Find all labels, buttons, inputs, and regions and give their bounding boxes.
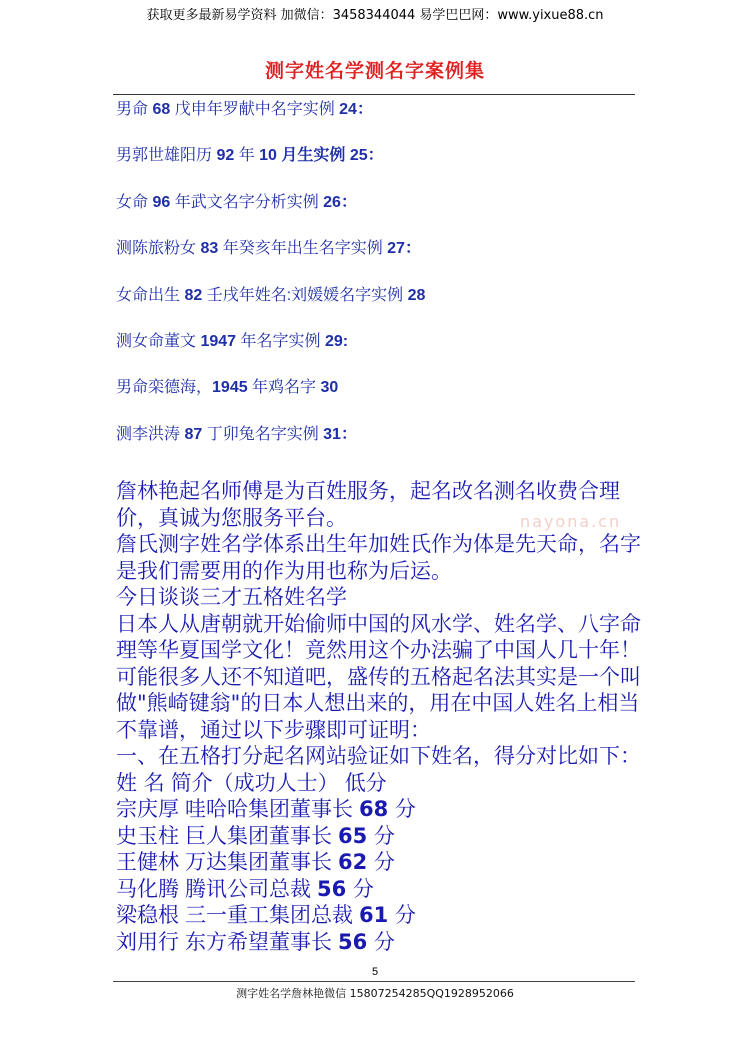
case-index-item: 男命 68 戊申年罗献中名字实例 24： (116, 101, 373, 118)
case-index-item: 测李洪涛 87 丁卯兔名字实例 31： (116, 425, 357, 443)
case-index-item: 女命出生 82 壬戌年姓名:刘媛媛名字实例 28 (116, 286, 426, 304)
score-row: 梁稳根 三一重工集团总裁 61 分 (116, 903, 416, 927)
case-index-item: 测女命董文 1947 年名字实例 29: (116, 332, 349, 350)
footer-contact: 测字姓名学詹林艳微信 15807254285QQ1928952066 (236, 987, 514, 1000)
score-list-header: 姓 名 简介（成功人士） 低分 (116, 770, 387, 795)
case-index-item: 女命 96 年武文名字分析实例 26： (116, 193, 357, 211)
argument-paragraph: 日本人从唐朝就开始偷师中国的风水学、姓名学、八字命理等华夏国学文化！竟然用这个办法骗了中国人几十年！可能很多人还不知道吧，盛传的五格起名法其实是一个叫做"熊崎键翁"的日本人想出来的，用在中国人姓名上相当不靠谱，通过以下步骤即可证明： (116, 611, 641, 742)
case-index-item: 测陈旅粉女 83 年癸亥年出生名字实例 27： (116, 240, 421, 258)
score-row: 史玉柱 巨人集团董事长 65 分 (116, 823, 395, 848)
case-index-list (116, 98, 646, 469)
score-row: 王健林 万达集团董事长 62 分 (116, 850, 395, 874)
score-row: 宗庆厚 哇哈哈集团董事长 68 分 (116, 797, 416, 821)
topic-heading: 今日谈谈三才五格姓名学 (116, 585, 347, 609)
article-body (116, 478, 646, 955)
footer-divider (113, 981, 635, 982)
score-row: 刘用行 东方希望董事长 56 分 (116, 929, 395, 954)
watermark: nayona.cn (520, 512, 622, 531)
case-index-item: 男命栾德海，1945 年鸡名字 30 (116, 379, 339, 397)
page-number: 5 (371, 966, 379, 978)
score-row: 马化腾 腾讯公司总裁 56 分 (116, 876, 374, 901)
title-divider (113, 94, 635, 95)
document-title: 测字姓名学测名字案例集 (264, 60, 485, 82)
system-paragraph: 詹氏测字姓名学体系出生年加姓氏作为体是先天命，名字是我们需要用的作为用也称为后运。 (116, 532, 641, 583)
step-one-heading: 一、在五格打分起名网站验证如下姓名，得分对比如下： (116, 744, 641, 768)
intro-paragraph: 詹林艳起名师傅是为百姓服务，起名改名测名收费合理价，真诚为您服务平台。 (116, 479, 620, 530)
top-banner: 获取更多最新易学资料 加微信：3458344044 易学巴巴网：www.yixue88.cn (146, 8, 604, 23)
case-index-item: 男郭世雄阳历 92 年 10 月生实例 25： (116, 147, 384, 165)
